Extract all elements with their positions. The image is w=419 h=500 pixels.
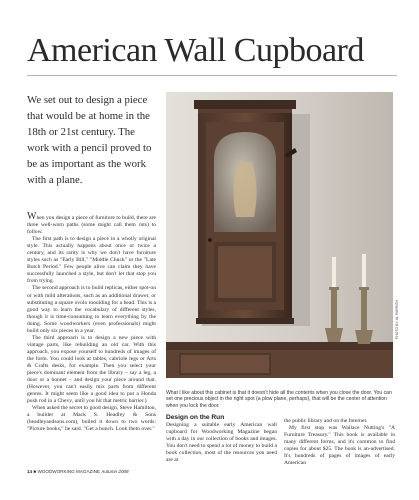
drop-cap: W bbox=[27, 211, 37, 222]
article-title: American Wall Cupboard bbox=[27, 32, 364, 69]
intro-text: We set out to design a piece that would be at home in the 18th or 21st century. The work with a pencil proved to be as important as the work with a plane. bbox=[27, 94, 152, 187]
page-number: 14 bbox=[27, 469, 33, 474]
body-paragraph: The first path is to design a piece in a wholly original style. This actually happens about once or twice a century, and its rarity is why we don't have furniture styles such as "Early Bill," "Middle Chuck" or the "Late Butch Period." Few people alive can claim they have successfully launched a style, but don't let that stop you from trying. bbox=[27, 236, 156, 285]
cupboard-photo bbox=[166, 92, 393, 378]
magazine-name: WOODWORKING MAGAZINE bbox=[37, 469, 100, 474]
photo-caption: What I like about this cabinet is that it doesn't hide all the contents when you close the door. You can set one precious object in the right spot (a plow plane, perhaps), that will be the center of attention when you lock the door. bbox=[166, 390, 392, 409]
footer-separator: ■ bbox=[33, 469, 37, 474]
sidebar-paragraph: My first stop was Wallace Nutting's "A Furniture Treasury." This book is available in many different forms, and it's common to find copies for about $25. The book is an-advertised. It's hundreds of pages of images of early American bbox=[284, 425, 395, 467]
body-paragraph: The third approach is to design a new piece with vintage parts, like rebuilding an old car. With this approach, you expose yourself to hundreds of images of the form. You could look at tables, cabriole legs or Arts & Crafts desks, for example. Then you select your piece's dominant element from the library – say a leg, a door or a bonnet – and design your piece around that. (However, you can't easily mix parts from different genres. It might seem like a good idea to put a Honda push rod in a Chevy, until you hit that metric barrier.) bbox=[27, 334, 156, 405]
photo-credit: PHOTO BY AL PARRISH bbox=[395, 300, 399, 340]
title-divider bbox=[27, 75, 397, 76]
page-footer bbox=[27, 469, 129, 474]
body-paragraph: When asked the secret to good design, Steve Hamilton, a builder at Mack S. Headley & Sons (headleyandsons.com), boiled it down to two words: "Picture books," he said. "Get a bunch. Look them over." bbox=[27, 405, 156, 433]
sidebar-paragraph: Designing a suitable early American wall cupboard for Woodworking Magazine began with a day in our collection of books and images. You don't need to spend a lot of money to build a book collection, most of the resources you need are at bbox=[166, 422, 277, 464]
section-heading: Design on the Run bbox=[166, 414, 225, 421]
body-column bbox=[27, 213, 156, 433]
body-paragraph: The second approach is to build replicas, either spot-on or with mild alterations, such as an additional drawer, or substituting a square ovolo moulding for a bead. This is a good way to learn the vocabulary of different styles, though it is time-consuming to learn everything by the doing. Some woodworkers (even professionals) might build only six pieces in a year. bbox=[27, 285, 156, 334]
issue-date: Autumn 2008 bbox=[101, 469, 129, 474]
intro-deck bbox=[27, 92, 157, 189]
sidebar-column-right bbox=[284, 418, 395, 467]
sidebar-column-left bbox=[166, 414, 277, 464]
body-paragraph bbox=[27, 213, 156, 236]
body-paragraph-text: hen you design a piece of furniture to build, there are three well-worn paths (some might call them ruts) to follow. bbox=[27, 215, 156, 236]
sidebar-paragraph: the public library and on the Internet. bbox=[284, 418, 368, 424]
